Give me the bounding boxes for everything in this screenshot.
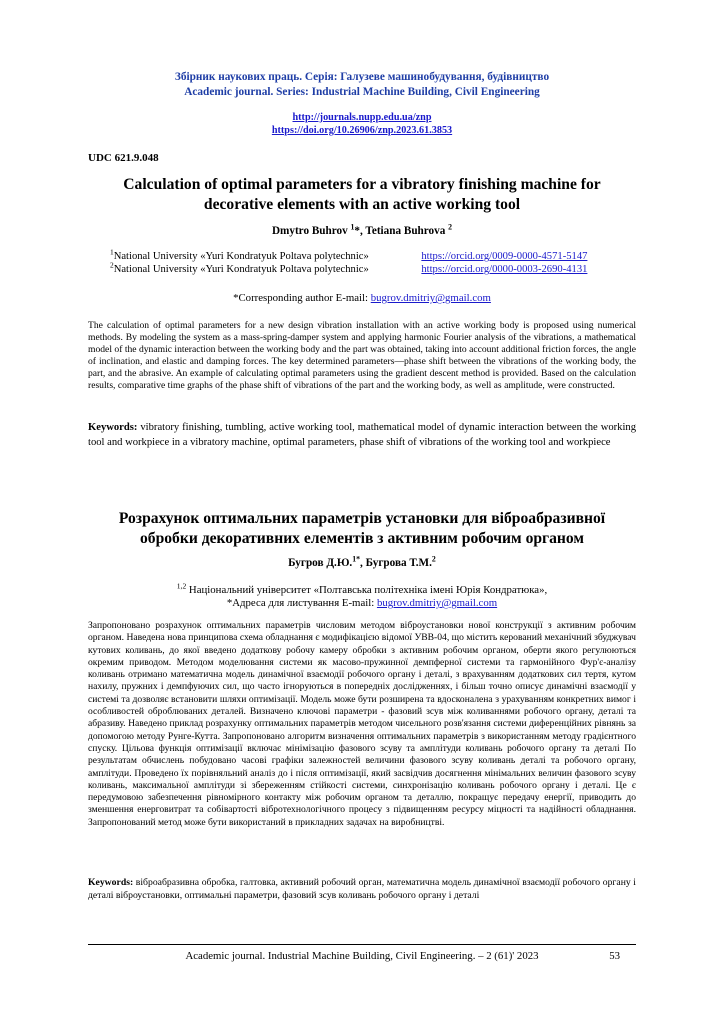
authors-en [0, 222, 724, 237]
footer-citation: Academic journal. Industrial Machine Building, Civil Engineering. – 2 (61)' 2023 [185, 950, 539, 962]
author1-mark: *, [354, 225, 366, 237]
udc-code: UDC 621.9.048 [88, 152, 159, 164]
author2-sup: 2 [448, 222, 453, 232]
corresponding-label: *Corresponding author E-mail: [233, 292, 371, 304]
author1-ua-name: Бугров Д.Ю. [288, 557, 353, 569]
corresponding-email[interactable]: bugrov.dmitriy@gmail.com [370, 292, 491, 304]
affiliation-1-orcid[interactable]: https://orcid.org/0009-0000-4571-5147 [421, 251, 588, 262]
keywords-en [88, 420, 636, 451]
corresponding-author [0, 292, 724, 304]
paper-title-ua-line2: обробки декоративних елементів з активним робочим органом [139, 530, 585, 547]
paper-title-en [80, 175, 644, 215]
page-footer [88, 950, 636, 962]
authors-ua [0, 554, 724, 569]
corr-ua-label: *Адреса для листування E-mail: [226, 597, 377, 609]
author1-sup: 1 [350, 222, 355, 232]
journal-title-ua: Збірник наукових праць. Серія: Галузеве машинобудування, будівництво [174, 71, 550, 83]
abstract-en: The calculation of optimal parameters for a new design vibration installation with an active working body is proposed using numerical methods. By modeling the system as a mass-spring-damper system and applying harmonic Fourier analysis of the vibrations, a mathematical model of the dynamic interaction between the working body and the part was obtained, taking into account additional friction forces, the angle of inclination, and elastic and damping forces. The key determined parameters—phase shift between the vibrations of the working body, the part, and the abrasive. An example of calculating optimal parameters using the gradient descent method is provided. Based on the calculation results, comparative time graphs of the phase shift of vibrations of the part and the working body, as well as amplitude, were constructed. [88, 320, 636, 392]
abstract-ua: Запропоновано розрахунок оптимальних параметрів числовим методом віброустановки нової конструкції з активним робочим органом. Наведена нова принципова схема обладнання є модифікацією відомої УВВ-04, що містить керований механічний збуджувач кутових коливань, до якої введено додаткову робочу камеру обробки з активним робочим органом, оберти якого регулюються окремим приводом. Методом моделювання системи як масово-пружинної демпферної системи та гармонійного Фур'є-аналізу коливань отримано математична модель динамічної взаємодії робочого органу і деталі, з врахуванням додаткових сил тертя, кутом нахилу, пружних і демпфуючих сил, що часто ігноруються в попередніх дослідженнях, і більш точно описує динамічні взаємодії у системі та дозволяє встановити шляхи оптимізації. Модель може бути розширена та вдосконалена з урахуванням конкретних вимог і особливостей оброблюваних деталей. Визначено ключові параметри - фазовий зсув між коливаннями робочого органу, деталі та абразиву. Наведено приклад розрахунку оптимальних параметрів методом чисельного розв'язання системи диференційних рівнянь за допомогою методу Рунге-Кутта. Запропоновано алгоритм визначення оптимальних параметрів з використанням методу градієнтного спуску. Цільова функція оптимізації включає мінімізацію фазового зсуву та амплітуди коливань робочого органу та деталі По результатам обчислень побудовано часові графіки залежностей величини фазового зсуву коливань деталі та робочого органу, амплітуди. Проведено їх порівняльний аналіз до і після оптимізації, який засвідчив досягнення мінімальних величин фазового зсуву коливань, максимальної амплітуди зі збереженням стійкості системи, синхронізацію коливань робочого органу і деталі. Це є передумовою забезпечення рівномірного контакту між робочим органом та деталлю, покращує передачу енергії, приводить до зменшення енерговитрат та собівартості вібротехнологічного процесу з підвищенням ресурсу міцності та надійності обладнання. Запропонований метод може бути використаний в прикладних задачах на виробництві. [88, 620, 636, 828]
keywords-en-label: Keywords: [88, 422, 138, 433]
author1-ua-sup: 1* [352, 554, 361, 564]
keywords-ua [88, 877, 636, 902]
author1-name: Dmytro Buhrov [271, 225, 351, 237]
footer-rule [88, 944, 636, 945]
authors-ua-sep: , [360, 557, 366, 569]
page-number: 53 [609, 950, 620, 962]
paper-title-ua [80, 509, 644, 549]
affiliation-ua [0, 581, 724, 610]
journal-header [0, 70, 724, 100]
paper-title-ua-line1: Розрахунок оптимальних параметрів установки для віброабразивної [118, 510, 606, 527]
author2-ua-sup: 2 [431, 554, 436, 564]
journal-title-en: Academic journal. Series: Industrial Machine Building, Civil Engineering [184, 86, 540, 98]
affiliation-ua-sup: 1,2 [176, 581, 187, 591]
affiliation-2 [110, 260, 710, 275]
affiliation-2-num: 2 [110, 260, 114, 270]
author2-ua-name: Бугрова Т.М. [365, 557, 432, 569]
keywords-en-text: vibratory finishing, tumbling, active working tool, mathematical model of dynamic interaction between the working tool and workpiece in a vibratory machine, optimal parameters, phase shift of vibrations of the working tool and workpiece [88, 422, 636, 449]
author2-name: Tetiana Buhrova [365, 225, 449, 237]
paper-title-en-line1: Calculation of optimal parameters for a vibratory finishing machine for [123, 176, 601, 193]
affiliation-2-orcid[interactable]: https://orcid.org/0000-0003-2690-4131 [421, 264, 588, 275]
affiliation-1 [110, 247, 710, 262]
keywords-ua-label: Keywords: [88, 877, 134, 888]
corr-ua-email[interactable]: bugrov.dmitriy@gmail.com [376, 597, 498, 609]
keywords-ua-text: віброабразивна обробка, галтовка, активний робочий орган, математична модель динамічної взаємодії робочого органу і деталі віброустановки, оптимальні параметри, фазовий зсув коливань робочого органу і деталі [88, 877, 636, 901]
affiliation-ua-text: Національний університет «Полтавська політехніка імені Юрія Кондратюка», [186, 584, 548, 596]
paper-title-en-line2: decorative elements with an active working tool [203, 196, 521, 213]
doi-link[interactable]: https://doi.org/10.26906/znp.2023.61.3853 [271, 125, 453, 136]
affiliation-1-num: 1 [110, 247, 114, 257]
journal-links [0, 111, 724, 137]
affiliation-1-text: National University «Yuri Kondratyuk Poltava polytechnic» [113, 251, 369, 262]
affiliation-2-text: National University «Yuri Kondratyuk Poltava polytechnic» [113, 264, 369, 275]
journal-url-link[interactable]: http://journals.nupp.edu.ua/znp [292, 112, 432, 123]
